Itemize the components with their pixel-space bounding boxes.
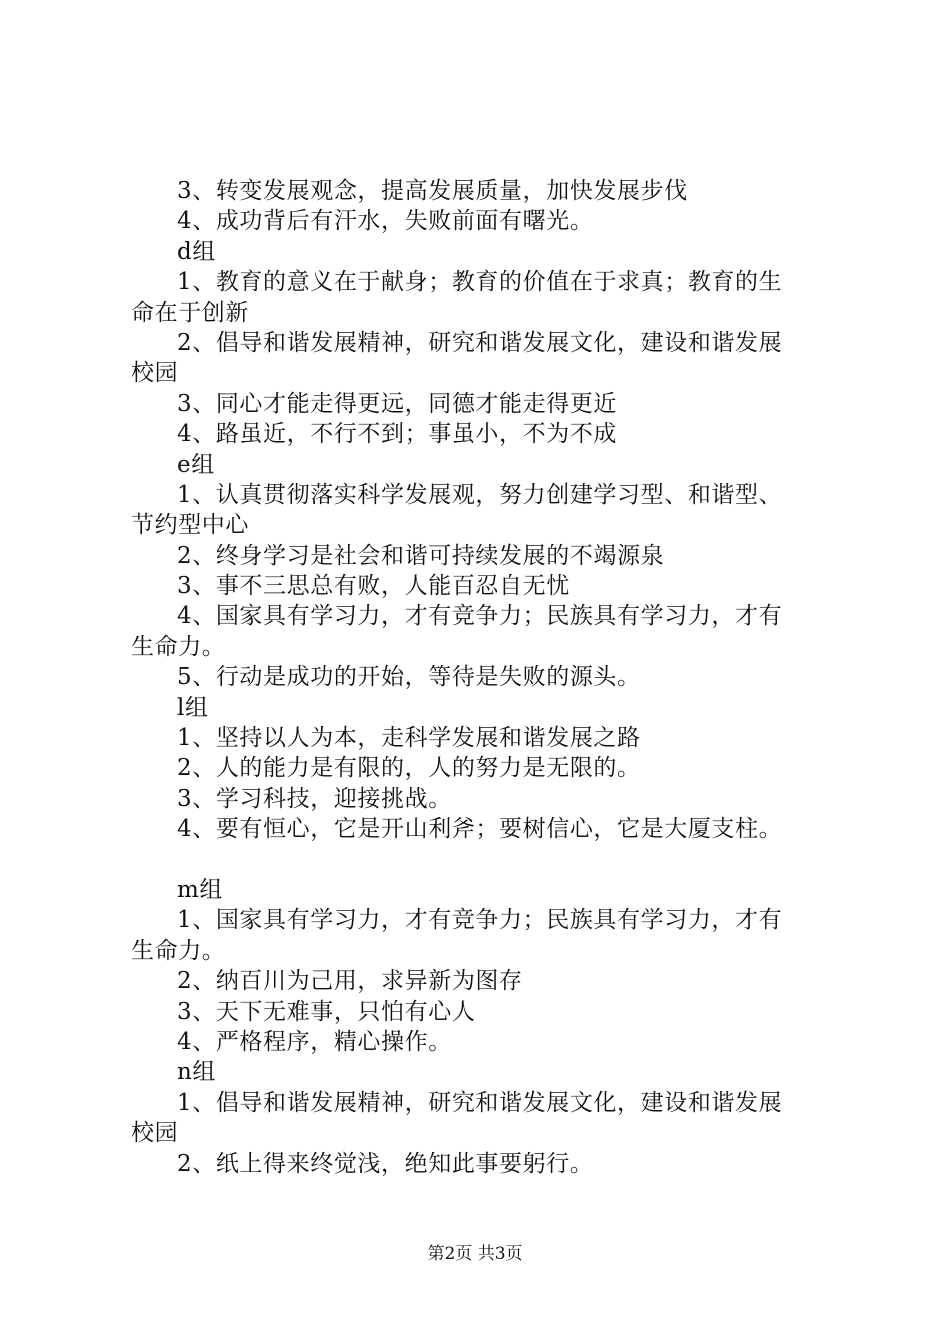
text-line: 2、倡导和谐发展精神，研究和谐发展文化，建设和谐发展 xyxy=(177,329,783,356)
text-line: 3、同心才能走得更远，同德才能走得更近 xyxy=(177,390,618,417)
text-line: 4、路虽近，不行不到；事虽小，不为不成 xyxy=(177,421,618,448)
text-line: e组 xyxy=(177,451,215,478)
text-line: 生命力。 xyxy=(131,633,226,660)
text-line: 2、纳百川为己用，求异新为图存 xyxy=(177,968,523,995)
blank-line xyxy=(131,845,831,875)
text-line: m组 xyxy=(177,876,224,903)
text-line: 命在于创新 xyxy=(131,299,249,326)
text-line: 5、行动是成功的开始，等待是失败的源头。 xyxy=(177,664,641,691)
document-body xyxy=(131,176,831,1179)
text-line: 1、国家具有学习力，才有竞争力；民族具有学习力，才有 xyxy=(177,907,783,934)
text-line: 1、认真贯彻落实科学发展观，努力创建学习型、和谐型、 xyxy=(177,481,783,508)
text-line: 1、倡导和谐发展精神，研究和谐发展文化，建设和谐发展 xyxy=(177,1089,783,1116)
text-line: 3、事不三思总有败，人能百忍自无忧 xyxy=(177,573,570,600)
text-line: 3、天下无难事，只怕有心人 xyxy=(177,998,476,1025)
text-line: 校园 xyxy=(131,1120,179,1147)
text-line: 2、人的能力是有限的，人的努力是无限的。 xyxy=(177,755,641,782)
text-line: 1、教育的意义在于献身；教育的价值在于求真；教育的生 xyxy=(177,269,783,296)
text-line: 1、坚持以人为本，走科学发展和谐发展之路 xyxy=(177,725,641,752)
text-line: 节约型中心 xyxy=(131,512,249,539)
text-line: 4、严格程序，精心操作。 xyxy=(177,1028,452,1055)
text-line: 4、国家具有学习力，才有竞争力；民族具有学习力，才有 xyxy=(177,603,783,630)
text-line: l组 xyxy=(177,694,209,721)
text-line: d组 xyxy=(177,238,216,265)
text-line: 3、学习科技，迎接挑战。 xyxy=(177,785,452,812)
text-line: 4、要有恒心，它是开山利斧；要树信心，它是大厦支柱。 xyxy=(177,816,783,843)
text-line: 4、成功背后有汗水，失败前面有曙光。 xyxy=(177,208,594,235)
text-line: 生命力。 xyxy=(131,937,226,964)
text-line: 3、转变发展观念，提高发展质量，加快发展步伐 xyxy=(177,178,688,204)
text-line: 2、纸上得来终觉浅，绝知此事要躬行。 xyxy=(177,1150,594,1177)
text-line: 2、终身学习是社会和谐可持续发展的不竭源泉 xyxy=(177,542,665,569)
text-line: n组 xyxy=(177,1059,217,1086)
page-footer: 第2页 共3页 xyxy=(427,1244,523,1264)
text-line: 校园 xyxy=(131,360,179,387)
